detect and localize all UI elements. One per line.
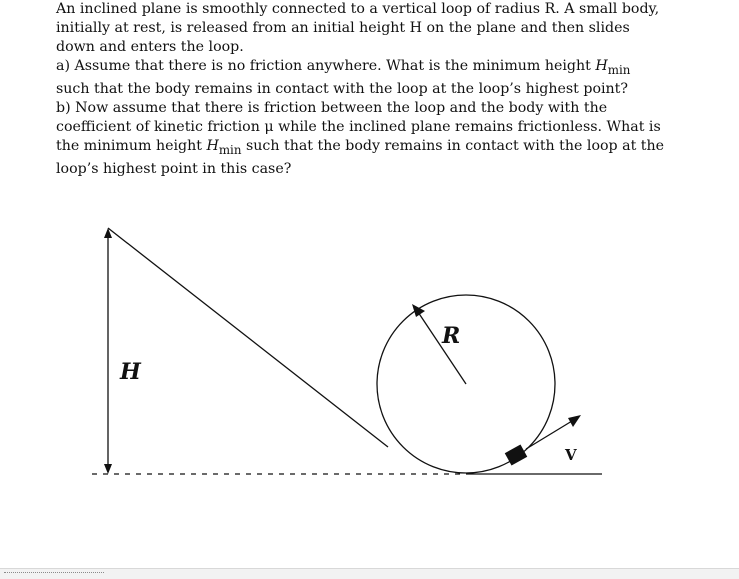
part-a-text-after: such that the body remains in contact with the loop at the loop’s highest point?: [56, 81, 628, 98]
part-a-text-before: a) Assume that there is no friction anywhere. What is the minimum height: [56, 58, 596, 75]
velocity-label: V: [565, 446, 577, 464]
velocity-line: [526, 421, 572, 449]
height-arrow-bottom-head: [104, 464, 112, 474]
height-label: H: [120, 359, 141, 385]
part-b-text-after: such that the body remains in contact with the loop at the loop’s highest point in this case?: [56, 138, 665, 178]
radius-label: R: [442, 323, 461, 349]
part-b-subscript: min: [218, 143, 242, 158]
part-b-text-before: b) Now assume that there is friction between the loop and the body with the coefficient of kinetic friction μ while the inclined plane remains frictionless. What is the minimum height: [56, 100, 661, 155]
velocity-arrow-head: [568, 415, 581, 427]
bottom-scroll-strip: [0, 568, 739, 579]
intro-text: An inclined plane is smoothly connected to a vertical loop of radius R. A small body, initially at rest, is released from an initial height H on the plane and then slides down and enters the loop.: [56, 1, 660, 56]
part-b-symbol: H: [206, 138, 219, 155]
part-a-symbol: H: [595, 58, 608, 75]
bottom-edge-mark: [4, 572, 104, 575]
part-a-subscript: min: [607, 63, 631, 78]
incline-line: [108, 228, 388, 447]
